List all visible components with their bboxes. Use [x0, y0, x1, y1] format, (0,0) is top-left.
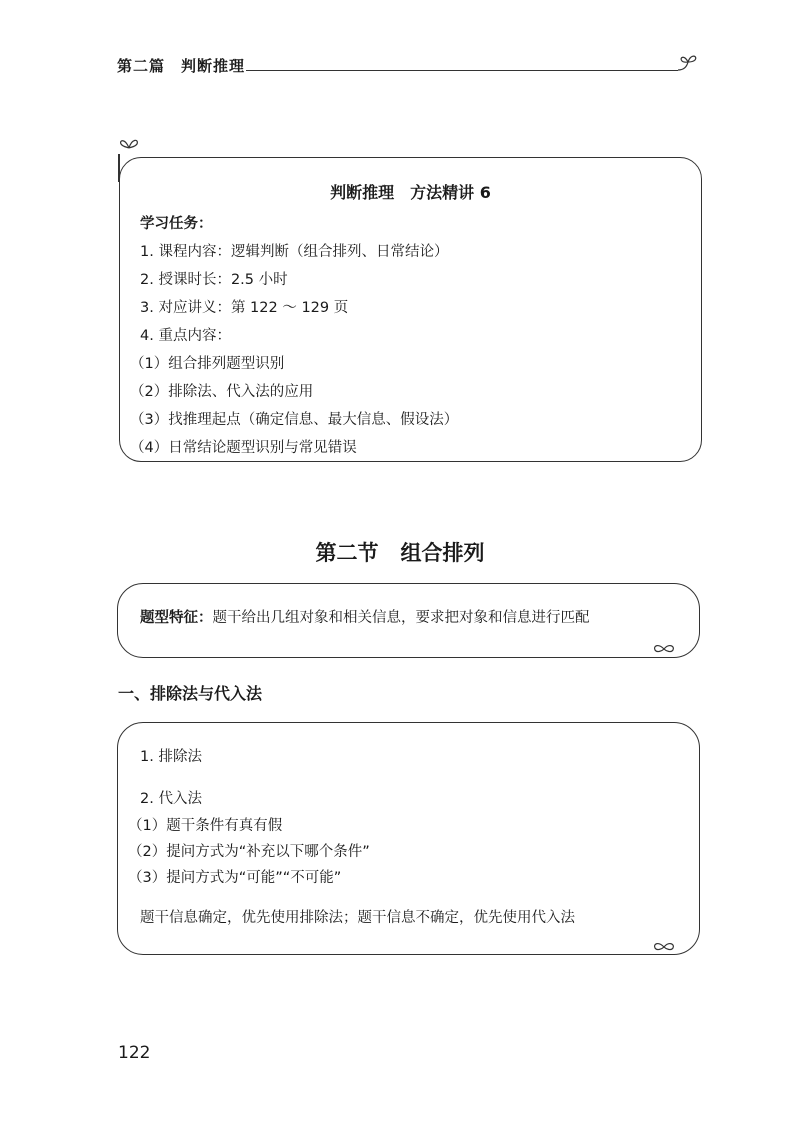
feature-content: 题干给出几组对象和相关信息，要求把对象和信息进行匹配 — [212, 610, 590, 626]
lesson-title-part1: 判断推理 — [330, 183, 395, 202]
lesson-list — [130, 210, 459, 462]
methods-box — [117, 722, 700, 955]
section-number: 第二节 — [315, 540, 379, 565]
sprout-icon — [652, 641, 676, 657]
lesson-item: （2）排除法、代入法的应用 — [130, 384, 314, 400]
lesson-title — [120, 180, 701, 203]
method-substitution: 2. 代入法 — [140, 791, 202, 807]
method-summary: 题干信息确定，优先使用排除法；题干信息不确定，优先使用代入法 — [140, 910, 575, 926]
lesson-item: （4）日常结论题型识别与常见错误 — [130, 440, 357, 456]
section-heading — [0, 537, 800, 567]
lesson-heading: 学习任务： — [140, 216, 213, 232]
lesson-item: （3）找推理起点（确定信息、最大信息、假设法） — [130, 412, 459, 428]
method-exclusion: 1. 排除法 — [140, 749, 202, 765]
lesson-item: （1）组合排列题型识别 — [130, 356, 285, 372]
section-title: 组合排列 — [400, 540, 485, 565]
lesson-box — [119, 157, 702, 462]
header-rule — [246, 70, 678, 71]
lesson-item: 4. 重点内容： — [140, 328, 231, 344]
running-header — [117, 55, 245, 76]
lesson-title-part2: 方法精讲 6 — [410, 183, 491, 202]
method-condition: （2）提问方式为“补充以下哪个条件” — [128, 844, 370, 860]
feature-text — [140, 606, 590, 627]
header-part: 第二篇 — [117, 57, 166, 75]
sprout-icon — [117, 134, 141, 150]
subheading: 一、排除法与代入法 — [118, 684, 263, 703]
method-condition: （1）题干条件有真有假 — [128, 818, 283, 834]
sprout-icon — [652, 939, 676, 955]
header-chapter: 判断推理 — [181, 57, 246, 75]
feature-label: 题型特征： — [140, 610, 213, 626]
lesson-item: 2. 授课时长：2.5 小时 — [140, 272, 288, 288]
lesson-item: 3. 对应讲义：第 122 ～ 129 页 — [140, 300, 349, 316]
feature-box — [117, 583, 700, 658]
page-number: 122 — [118, 1043, 151, 1063]
method-condition: （3）提问方式为“可能”“不可能” — [128, 870, 342, 886]
sprout-icon — [676, 50, 700, 76]
lesson-item: 1. 课程内容：逻辑判断（组合排列、日常结论） — [140, 244, 449, 260]
